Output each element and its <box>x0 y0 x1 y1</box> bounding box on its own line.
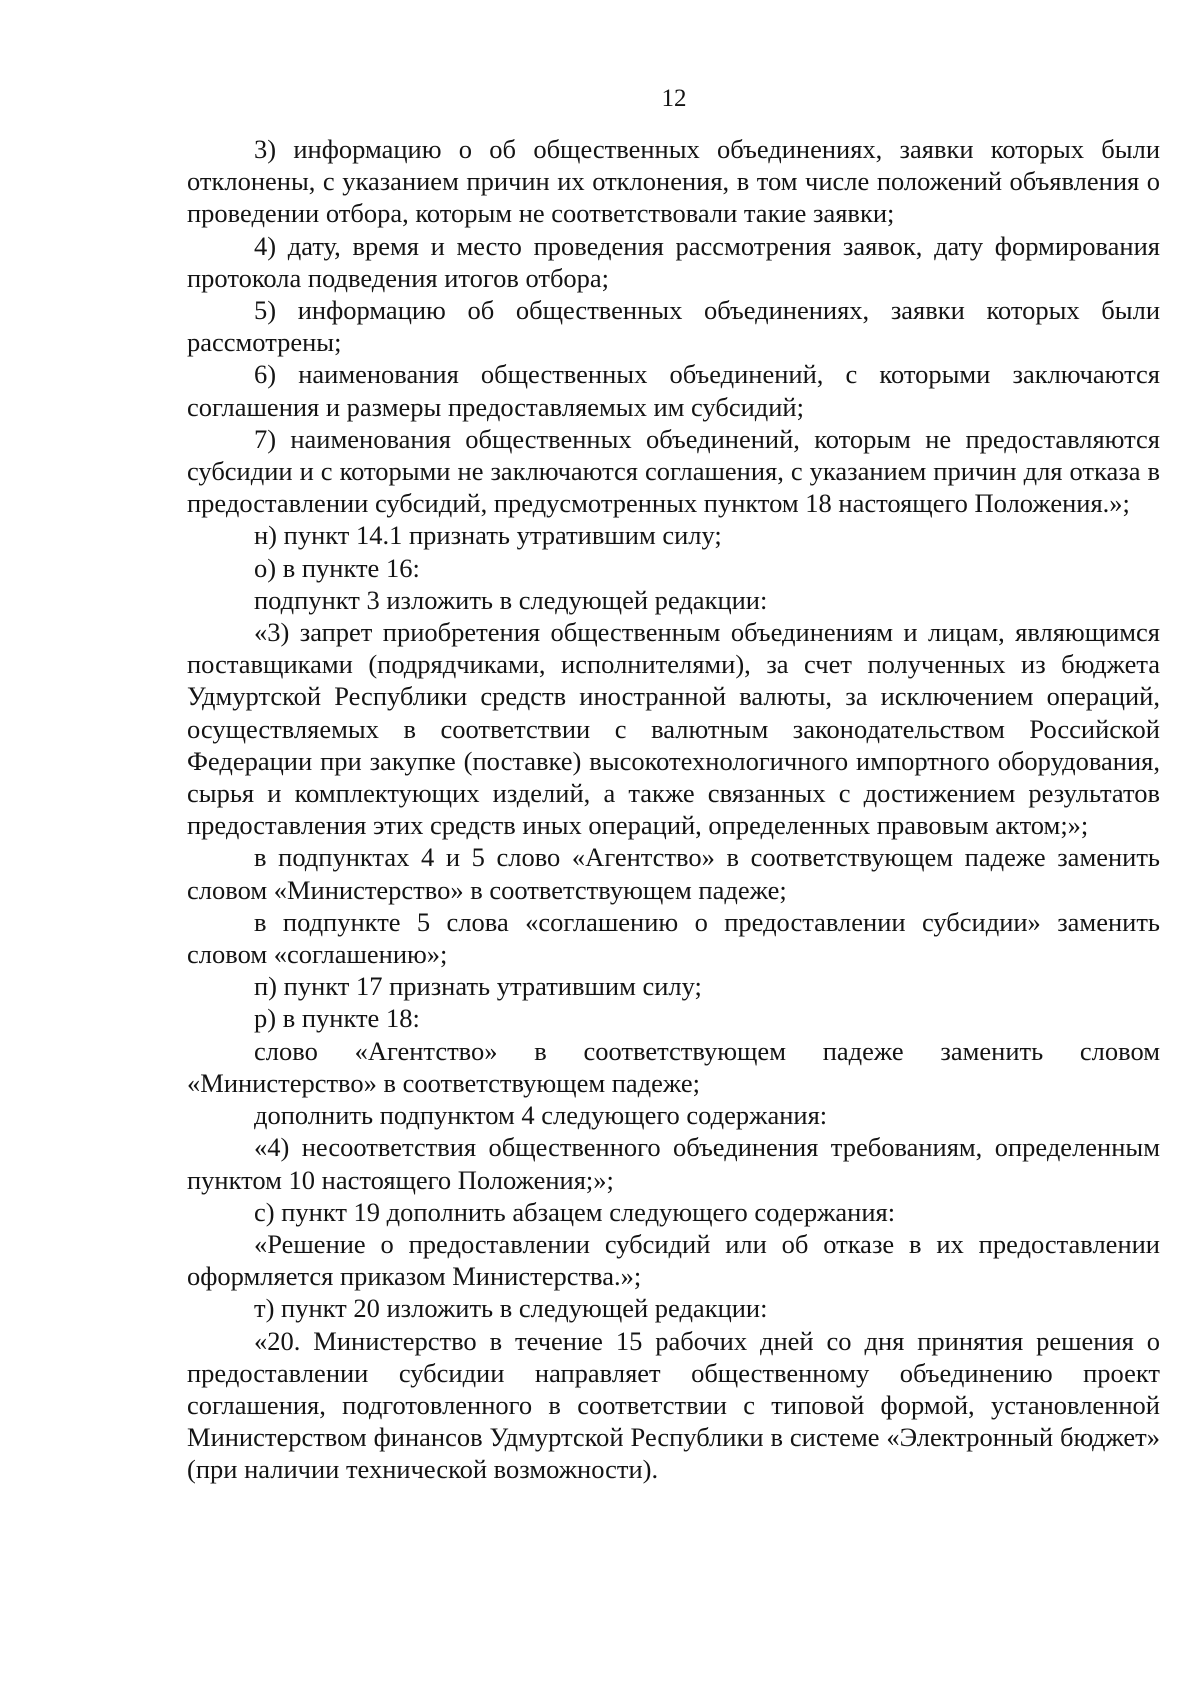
document-body <box>187 133 1160 1486</box>
paragraph-quote-decision: «Решение о предоставлении субсидий или об отказе в их предоставлении оформляется приказом Министерства.»; <box>187 1228 1160 1292</box>
paragraph-quote-20: «20. Министерство в течение 15 рабочих дней со дня принятия решения о предоставлении субсидии направляет общественному объединению проект соглашения, подготовленного в соответствии с типовой формой, установленной Министерством финансов Удмуртской Республики в системе «Электронный бюджет» (при наличии технической возможности). <box>187 1325 1160 1485</box>
paragraph-subpoint-5: в подпункте 5 слова «соглашению о предоставлении субсидии» заменить словом «соглашению»; <box>187 906 1160 970</box>
paragraph-s: с) пункт 19 дополнить абзацем следующего содержания: <box>254 1196 896 1227</box>
paragraph-item-4: 4) дату, время и место проведения рассмотрения заявок, дату формирования протокола подведения итогов отбора; <box>187 230 1160 293</box>
paragraph-t: т) пункт 20 изложить в следующей редакции: <box>254 1293 768 1324</box>
paragraph-o: о) в пункте 16: <box>254 552 420 583</box>
paragraph-r: р) в пункте 18: <box>254 1003 420 1034</box>
paragraph-quote-4: «4) несоответствия общественного объединения требованиям, определенным пунктом 10 настоящего Положения;»; <box>187 1132 1160 1195</box>
paragraph-item-5: 5) информацию об общественных объединениях, заявки которых были рассмотрены; <box>187 295 1160 358</box>
paragraph-item-7: 7) наименования общественных объединений, которым не предоставляются субсидии и с которыми не заключаются соглашения, с указанием причин для отказа в предоставлении субсидий, предусмотренных пунктом 18 настоящего Положения.»; <box>187 423 1160 519</box>
paragraph-quote-3: «3) запрет приобретения общественным объединениям и лицам, являющимся поставщиками (подрядчиками, исполнителями), за счет полученных из бюджета Удмуртской Республики средств иностранной валюты, за исключением операций, осуществляемых в соответствии с валютным законодательством Российской Федерации при закупке (поставке) высокотехнологичного импортного оборудования, сырья и комплектующих изделий, а также связанных с достижением результатов предоставления этих средств иных операций, определенных правовым актом;»; <box>187 617 1160 841</box>
paragraph-item-6: 6) наименования общественных объединений, с которыми заключаются соглашения и размеры предоставляемых им субсидий; <box>187 359 1160 422</box>
paragraph-p: п) пункт 17 признать утратившим силу; <box>254 971 702 1002</box>
paragraph-add-subpoint-4: дополнить подпунктом 4 следующего содержания: <box>254 1100 828 1131</box>
paragraph-n: н) пункт 14.1 признать утратившим силу; <box>254 520 722 551</box>
paragraph-subpoints-4-5: в подпунктах 4 и 5 слово «Агентство» в соответствующем падеже заменить словом «Министерство» в соответствующем падеже; <box>187 842 1160 905</box>
paragraph-subpoint-3-intro: подпункт 3 изложить в следующей редакции: <box>254 584 768 615</box>
paragraph-item-3: 3) информацию о об общественных объединениях, заявки которых были отклонены, с указанием причин их отклонения, в том числе положений объявления о проведении отбора, которым не соответствовали такие заявки; <box>187 134 1160 229</box>
page-number: 12 <box>661 85 687 112</box>
paragraph-word-replace: слово «Агентство» в соответствующем падеже заменить словом «Министерство» в соответствующем падеже; <box>187 1035 1160 1098</box>
